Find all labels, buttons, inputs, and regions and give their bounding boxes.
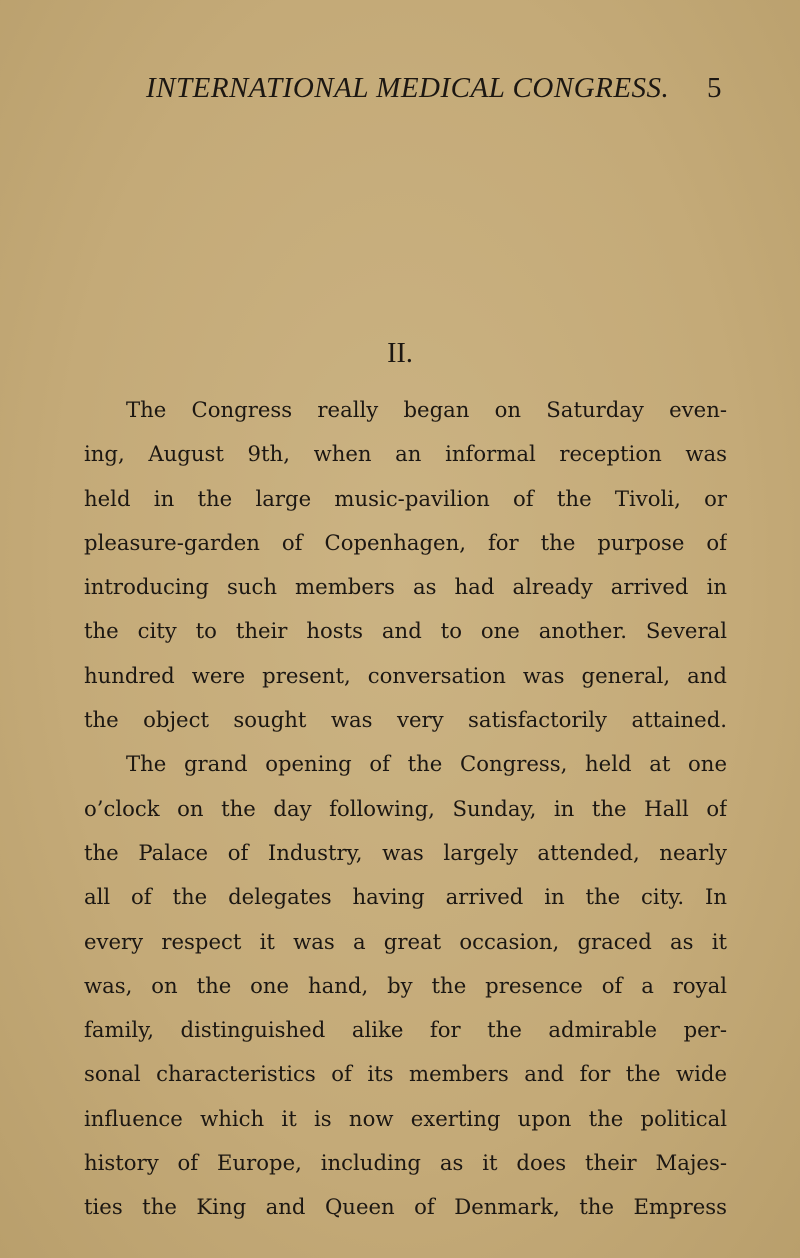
text-line: The Congress really began on Saturday even- [126, 397, 727, 422]
text-line: influence which it is now exerting upon the political [84, 1105, 727, 1131]
text-line: the object sought was very satisfactorily attained. [84, 707, 727, 733]
text-line: introducing such members as had already arrived in [84, 574, 727, 600]
text-line: o’clock on the day following, Sunday, in the Hall of [84, 795, 727, 821]
body-text [84, 388, 727, 1230]
text-line: all of the delegates having arrived in the city. In [84, 884, 727, 910]
running-head-title: INTERNATIONAL MEDICAL CONGRESS. [146, 72, 670, 104]
text-line: the Palace of Industry, was largely attended, nearly [84, 839, 727, 865]
text-line: was, on the one hand, by the presence of a royal [84, 972, 727, 998]
text-line: the city to their hosts and to one another. Several [84, 618, 727, 644]
text-line: every respect it was a great occasion, graced as it [84, 928, 727, 954]
text-line: The grand opening of the Congress, held at one [126, 751, 727, 777]
text-line: ties the King and Queen of Denmark, the Empress [84, 1194, 727, 1220]
page-number: 5 [707, 72, 722, 104]
text-line: pleasure-garden of Copenhagen, for the purpose of [84, 529, 727, 555]
section-number: II. [387, 338, 413, 369]
text-line: ing, August 9th, when an informal reception was [84, 441, 727, 467]
text-line: held in the large music-pavilion of the Tivoli, or [84, 485, 727, 511]
text-line: sonal characteristics of its members and for the wide [84, 1061, 727, 1087]
text-line: family, distinguished alike for the admirable per- [84, 1017, 727, 1043]
text-line: hundred were present, conversation was general, and [84, 662, 727, 688]
running-head [146, 66, 722, 110]
text-line: history of Europe, including as it does their Majes- [84, 1150, 727, 1176]
